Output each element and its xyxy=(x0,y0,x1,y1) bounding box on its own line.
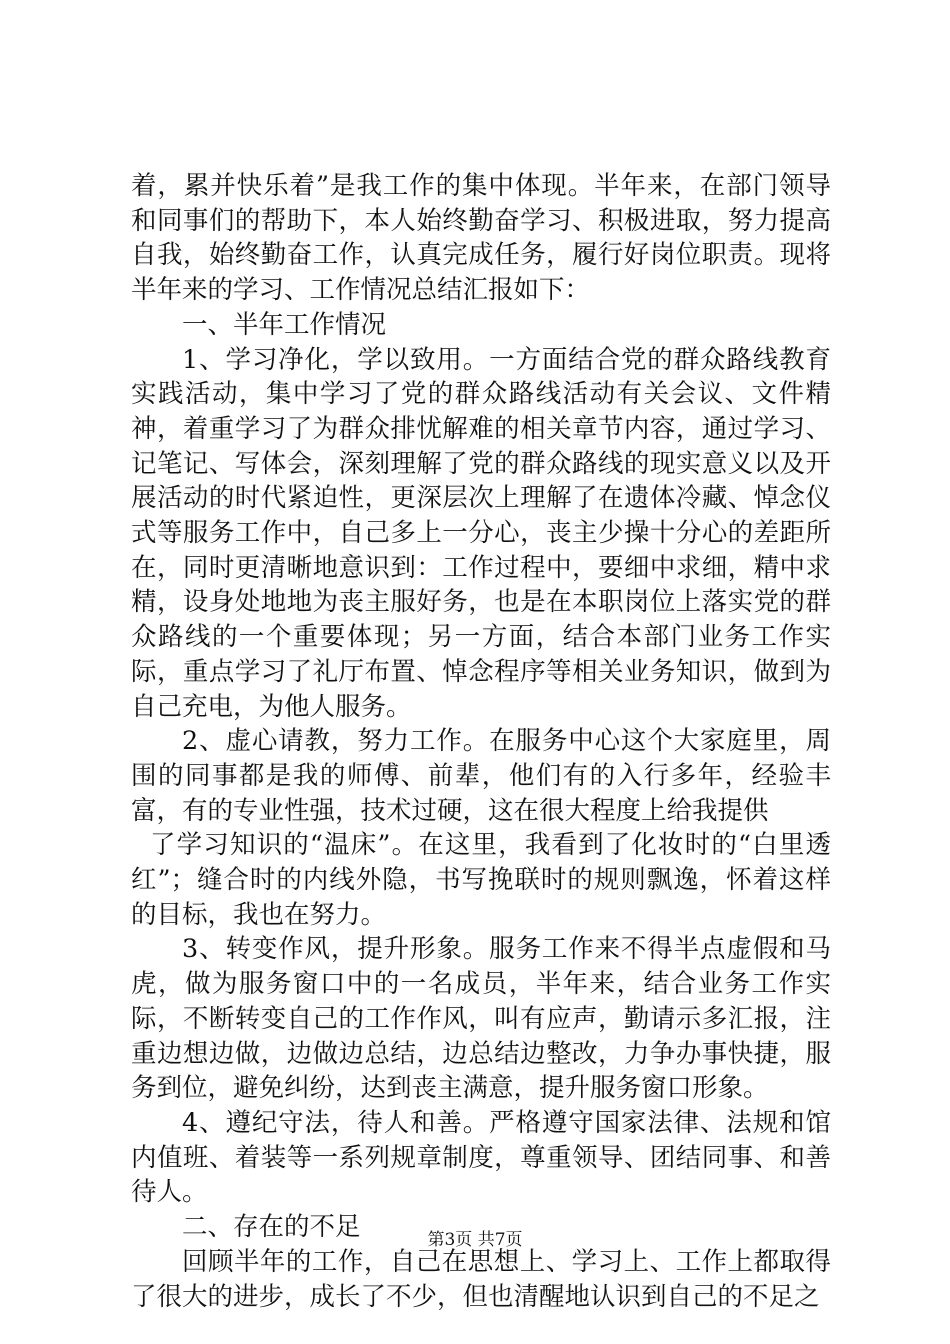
paragraph-item-2-continued: 了学习知识的“温床”。在这里，我看到了化妆时的“白里透红”；缝合时的内线外隐，书写挽联时的规则飘逸，怀着这样的目标，我也在努力。 xyxy=(131,830,831,930)
paragraph-item-3: 3、转变作风，提升形象。服务工作来不得半点虚假和马虎，做为服务窗口中的一名成员，半年来，结合业务工作实际，不断转变自己的工作作风，叫有应声，勤请示多汇报，注重边想边做，边做边总结，边总结边整改，力争办事快捷，服务到位，避免纠纷，达到丧主满意，提升服务窗口形象。 xyxy=(131,934,831,1104)
paragraph-item-4: 4、遵纪守法，待人和善。严格遵守国家法律、法规和馆内值班、着装等一系列规章制度，尊重领导、团结同事、和善待人。 xyxy=(131,1107,831,1208)
page-footer xyxy=(0,1225,950,1250)
paragraph-item-1: 1、学习净化，学以致用。一方面结合党的群众路线教育实践活动，集中学习了党的群众路线活动有关会议、文件精神，着重学习了为群众排忧解难的相关章节内容，通过学习、记笔记、写体会，深刻理解了党的群众路线的现实意义以及开展活动的时代紧迫性，更深层次上理解了在遗体冷藏、悼念仪式等服务工作中，自己多上一分心，丧主少操十分心的差距所在，同时更清晰地意识到：工作过程中，要细中求细，精中求精，设身处地地为丧主服好务，也是在本职岗位上落实党的群众路线的一个重要体现；另一方面，结合本部门业务工作实际，重点学习了礼厅布置、悼念程序等相关业务知识，做到为自己充电，为他人服务。 xyxy=(131,344,831,722)
section-heading-shortcomings: 二、存在的不足 xyxy=(182,1212,361,1243)
document-body xyxy=(131,169,831,1314)
paragraph-intro: 着，累并快乐着”是我工作的集中体现。半年来，在部门领导和同事们的帮助下，本人始终勤奋学习、积极进取，努力提高自我，始终勤奋工作，认真完成任务，履行好岗位职责。现将半年来的学习、工作情况总结汇报如下： xyxy=(131,171,831,306)
paragraph-item-2: 2、虚心请教，努力工作。在服务中心这个大家庭里，周围的同事都是我的师傅、前辈，他们有的入行多年，经验丰富，有的专业性强，技术过硬，这在很大程度上给我提供 xyxy=(131,726,831,826)
page-number-label: 第3页 共7页 xyxy=(427,1230,523,1250)
section-heading-work-status: 一、半年工作情况 xyxy=(182,309,387,340)
paragraph-review: 回顾半年的工作，自己在思想上、学习上、工作上都取得了很大的进步，成长了不少，但也清醒地认识到自己的不足之 xyxy=(131,1246,831,1312)
